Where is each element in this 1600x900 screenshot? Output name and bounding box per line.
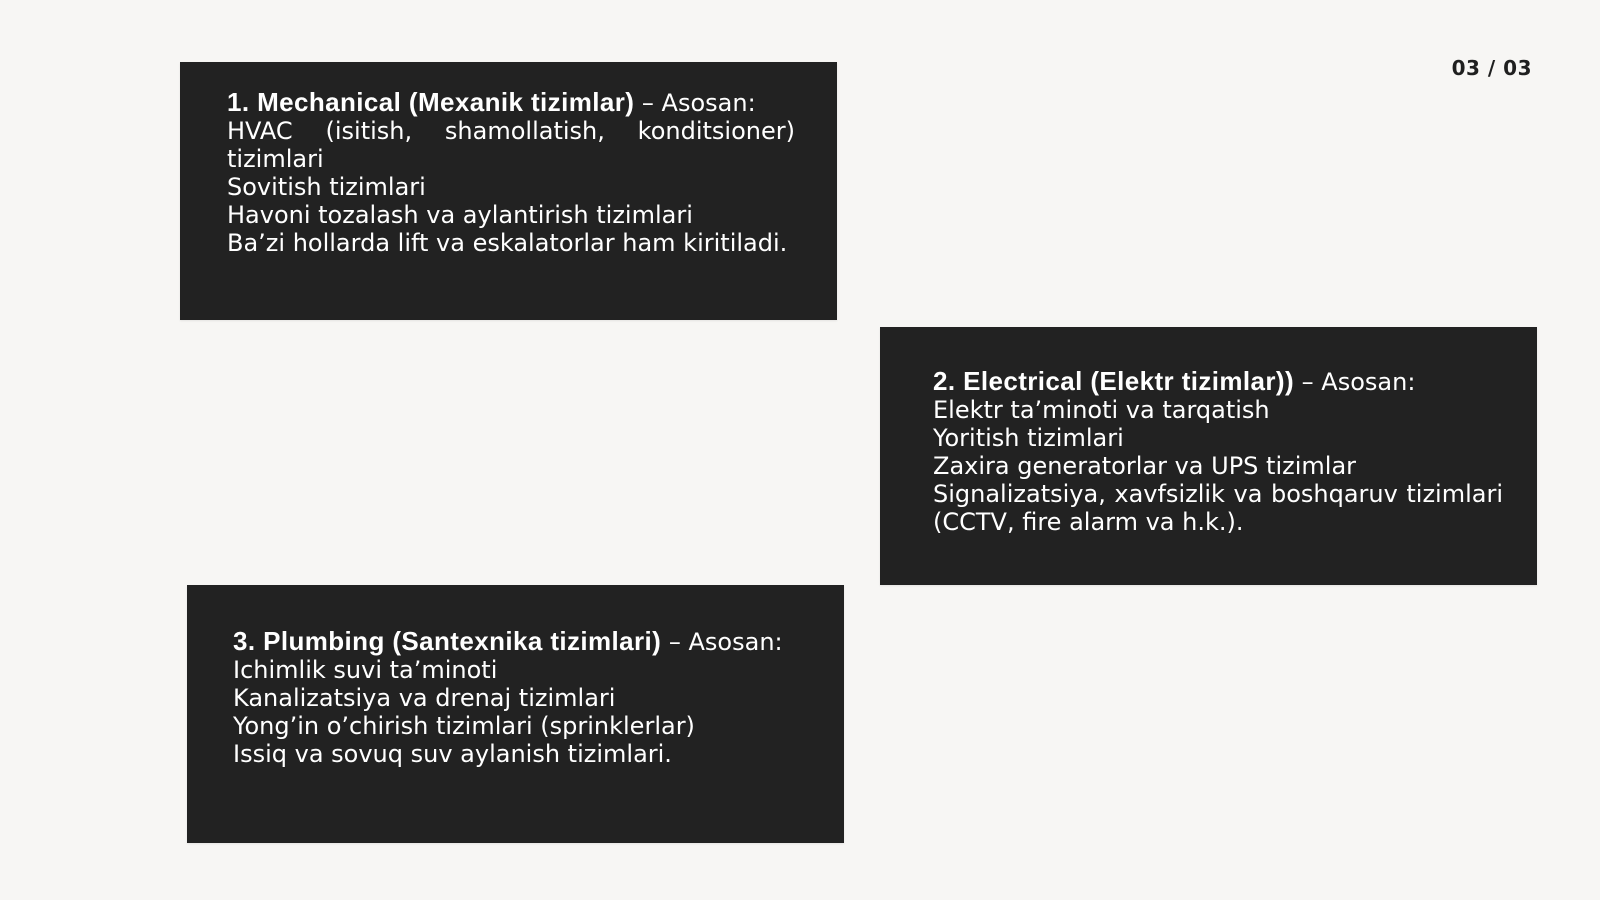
card-title-suffix: – Asosan: bbox=[634, 89, 756, 117]
card-heading bbox=[227, 88, 795, 117]
card-line: Yoritish tizimlari bbox=[933, 424, 1124, 452]
card-title-suffix: – Asosan: bbox=[1294, 368, 1416, 396]
card-line: Ba’zi hollarda lift va eskalatorlar ham kiritiladi. bbox=[227, 229, 788, 257]
card-line: Kanalizatsiya va drenaj tizimlari bbox=[233, 684, 616, 712]
card-title: 2. Electrical (Elektr tizimlar)) bbox=[933, 366, 1295, 396]
card-electrical bbox=[880, 327, 1537, 585]
card-line: Sovitish tizimlari bbox=[227, 173, 426, 201]
card-line: Elektr ta’minoti va tarqatish bbox=[933, 396, 1270, 424]
card-title-suffix: – Asosan: bbox=[661, 628, 783, 656]
card-line: Signalizatsiya, xavfsizlik va boshqaruv tizimlari (CCTV, fire alarm va h.k.). bbox=[933, 480, 1503, 536]
card-title: 3. Plumbing (Santexnika tizimlari) bbox=[233, 626, 662, 656]
card-title: 1. Mechanical (Mexanik tizimlar) bbox=[227, 87, 635, 117]
card-line: HVAC (isitish, shamollatish, konditsioner) tizimlari bbox=[227, 117, 795, 173]
card-line: Havoni tozalash va aylantirish tizimlari bbox=[227, 201, 693, 229]
card-line: Ichimlik suvi ta’minoti bbox=[233, 656, 498, 684]
card-heading bbox=[233, 627, 804, 656]
page-counter: 03 / 03 bbox=[1451, 56, 1532, 80]
card-line: Zaxira generatorlar va UPS tizimlar bbox=[933, 452, 1357, 480]
card-mechanical bbox=[180, 62, 837, 320]
card-line: Yong’in o’chirish tizimlari (sprinklerlar) bbox=[233, 712, 695, 740]
card-plumbing bbox=[187, 585, 844, 843]
card-line: Issiq va sovuq suv aylanish tizimlari. bbox=[233, 740, 672, 768]
card-heading bbox=[933, 367, 1503, 396]
